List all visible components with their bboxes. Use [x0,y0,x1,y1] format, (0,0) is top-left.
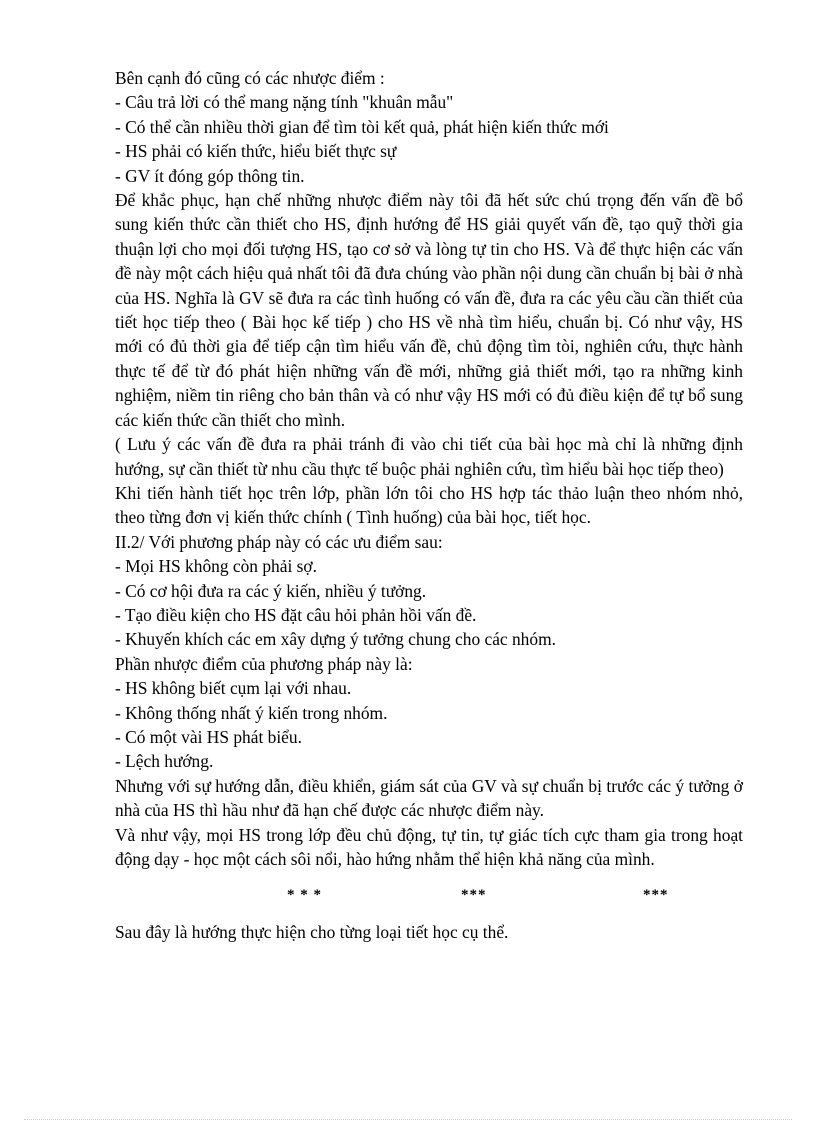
class-paragraph: Khi tiến hành tiết học trên lớp, phần lớn tôi cho HS hợp tác thảo luận theo nhóm nhỏ, theo từng đơn vị kiến thức chính ( Tình huống) của bài học, tiết học. [115,482,743,528]
guidance-paragraph: Nhưng với sự hướng dẫn, điều khiển, giám sát của GV và sự chuẩn bị trước các ý tưởng ở nhà của HS thì hầu như đã hạn chế được các nhược điểm này. [115,775,743,821]
page-bottom-rule [24,1119,792,1120]
section-separator [115,871,743,920]
section-heading: II.2/ Với phương pháp này có các ưu điểm sau: [115,531,443,552]
advantages-list [115,554,743,652]
list-item: - Lệch hướng. [115,751,214,772]
list-item: - Có một vài HS phát biểu. [115,726,302,747]
remedy-paragraph: Để khắc phục, hạn chế những nhược điểm này tôi đã hết sức chú trọng đến vấn đề bổ sung kiến thức cần thiết cho HS, định hướng để HS giải quyết vấn đề, tạo quỹ thời gia thuận lợi cho mọi đối tượng HS, tạo cơ sở và lòng tự tin cho HS. Và để thực hiện các vấn đề này một cách hiệu quả nhất tôi đã đưa chúng vào phần nội dung cần chuẩn bị bài ở nhà của HS. Nghĩa là GV sẽ đưa ra các tình huống có vấn đề, đưa ra các yêu cầu cần thiết của tiết học tiếp theo ( Bài học kế tiếp ) cho HS về nhà tìm hiểu, chuẩn bị. Có như vậy, HS mới có đủ thời gia để tiếp cận tìm hiểu vấn đề, chủ động tìm tòi, nghiên cứu, thực hành thực tế để từ đó phát hiện những vấn đề mới, những giả thiết mới, tạo ra những kinh nghiệm, niềm tin riêng cho bản thân và có như vậy HS mới có đủ điều kiện để tự bổ sung các kiến thức cần thiết cho mình. [115,190,743,430]
list-item: - Có thể cần nhiều thời gian để tìm tòi kết quả, phát hiện kiến thức mới [115,116,609,137]
intro-line: Bên cạnh đó cũng có các nhược điểm : [115,68,385,88]
separator-mark: *** [643,887,669,904]
list-item: - Câu trả lời có thể mang nặng tính "khuân mẫu" [115,92,454,113]
separator-mark: *** [461,887,487,904]
list-item: - Tạo điều kiện cho HS đặt câu hỏi phản hồi vấn đề. [115,604,477,625]
list-item: - HS không biết cụm lại với nhau. [115,678,352,699]
conclusion-paragraph: Và như vậy, mọi HS trong lớp đều chủ động, tự tin, tự giác tích cực tham gia trong hoạt động dạy - học một cách sôi nổi, hào hứng nhằm thể hiện khả năng của mình. [115,824,743,869]
list-item: - GV ít đóng góp thông tin. [115,165,305,186]
list-item: - Mọi HS không còn phải sợ. [115,556,317,577]
list-item: - Khuyến khích các em xây dựng ý tưởng chung cho các nhóm. [115,629,556,650]
separator-mark: * * * [287,887,322,904]
document-page [115,66,743,945]
list-item: - Không thống nhất ý kiến trong nhóm. [115,702,388,723]
disadvantages-list-1 [115,90,743,188]
disadvantage-heading: Phần nhược điểm của phương pháp này là: [115,653,413,674]
note-paragraph: ( Lưu ý các vấn đề đưa ra phải tránh đi vào chi tiết của bài học mà chỉ là những định hướng, sự cần thiết từ nhu cầu thực tế buộc phải nghiên cứu, tìm hiểu bài học tiếp theo) [115,434,743,479]
list-item: - HS phải có kiến thức, hiểu biết thực sự [115,141,397,162]
closing-line: Sau đây là hướng thực hiện cho từng loại tiết học cụ thể. [115,922,509,943]
disadvantages-list-2 [115,676,743,774]
list-item: - Có cơ hội đưa ra các ý kiến, nhiều ý tưởng. [115,580,427,601]
